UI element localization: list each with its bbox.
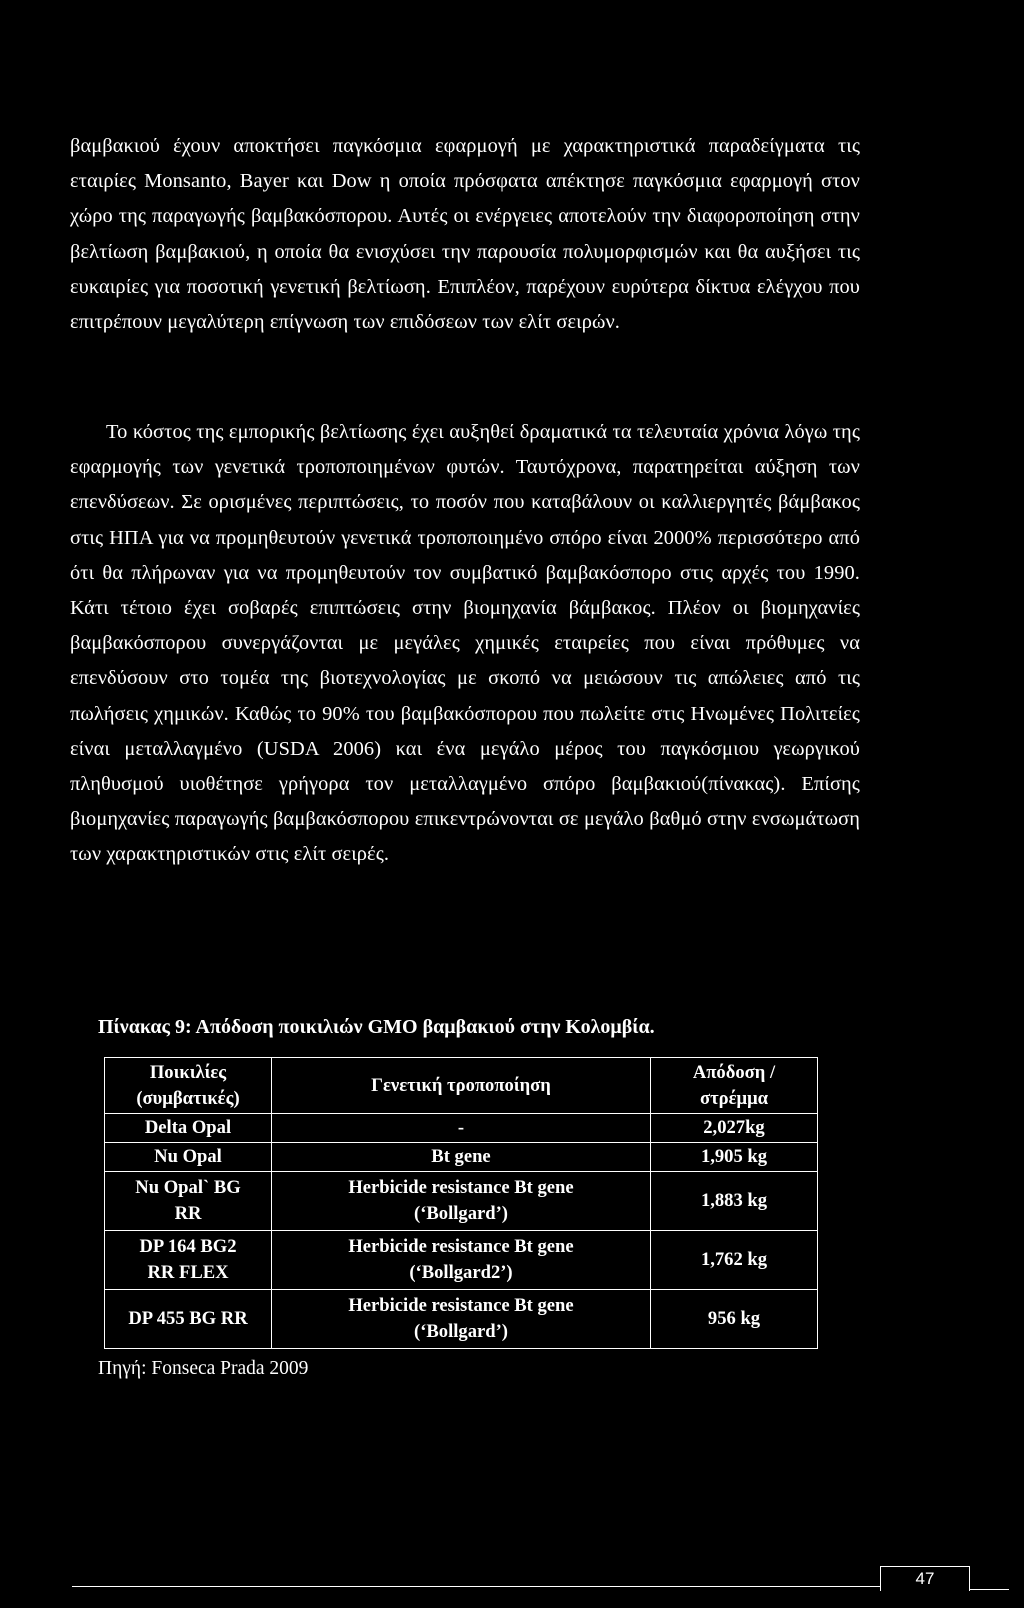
header-yield	[651, 1058, 818, 1114]
modification-cell	[272, 1143, 651, 1172]
page-number: 47	[880, 1566, 970, 1591]
variety-cell	[105, 1114, 272, 1143]
header-yield-line-2: στρέμμα	[699, 1087, 769, 1109]
yield-cell: 1,762 kg	[651, 1231, 818, 1290]
modification-line: Herbicide resistance Bt gene	[348, 1177, 574, 1198]
gmo-yield-table	[104, 1057, 818, 1349]
modification-line: Herbicide resistance Bt gene	[348, 1295, 574, 1316]
variety-cell	[105, 1143, 272, 1172]
variety-line: RR	[174, 1203, 202, 1224]
footer-divider-tail	[969, 1589, 1009, 1590]
header-modification-line-1: Γενετική τροποποίηση	[371, 1074, 551, 1096]
yield-cell: 1,905 kg	[651, 1143, 818, 1172]
table-row	[105, 1143, 818, 1172]
header-yield-line-1: Απόδοση /	[692, 1061, 776, 1083]
variety-line: Nu Opal` BG	[135, 1177, 241, 1198]
table-row	[105, 1231, 818, 1290]
variety-cell	[105, 1290, 272, 1349]
variety-cell	[105, 1231, 272, 1290]
table-source: Πηγή: Fonseca Prada 2009	[98, 1358, 309, 1379]
variety-line: DP 455 BG RR	[128, 1308, 248, 1329]
body-paragraph-2: Το κόστος της εμπορικής βελτίωσης έχει αυξηθεί δραματικά τα τελευταία χρόνια λόγω της εφαρμογής των γενετικά τροποποιημένων φυτών. Ταυτόχρονα, παρατηρείται αύξηση των επενδύσεων. Σε ορισμένες περιπτώσεις, το ποσόν που καταβάλουν οι καλλιεργητές βάμβακος στις ΗΠΑ για να προμηθευτούν γενετικά τροποποιημένο σπόρο είναι 2000% περισσότερο από ότι θα πλήρωναν για να προμηθευτούν τον συμβατικό βαμβακόσπορο στις αρχές του 1990. Κάτι τέτοιο έχει σοβαρές επιπτώσεις στην βιομηχανία βάμβακος. Πλέον οι βιομηχανίες βαμβακόσπορου συνεργάζονται με μεγάλες χημικές εταιρείες που είναι πρόθυμες να επενδύσουν στο τομέα της βιοτεχνολογίας με σκοπό να μειώσουν τις απώλειες από τις πωλήσεις χημικών. Καθώς το 90% του βαμβακόσπορου που πωλείτε στις Ηνωμένες Πολιτείες είναι μεταλλαγμένο (USDA 2006) και ένα μεγάλο μέρος του παγκόσμιου γεωργικού πληθυσμού υιοθέτησε γρήγορα τον μεταλλαγμένο σπόρο βαμβακιού(πίνακας). Επίσης βιομηχανίες παραγωγής βαμβακόσπορου επικεντρώνονται σε μεγάλο βαθμό στην ενσωμάτωση των χαρακτηριστικών στις ελίτ σειρές.	[70, 421, 860, 866]
modification-cell	[272, 1114, 651, 1143]
body-paragraph-1: βαμβακιού έχουν αποκτήσει παγκόσμια εφαρμογή με χαρακτηριστικά παραδείγματα τις εταιρίες Monsanto, Bayer και Dow η οποία πρόσφατα απέκτησε παγκόσμια εφαρμογή στον χώρο της παραγωγής βαμβακόσπορου. Αυτές οι ενέργειες αποτελούν την διαφοροποίηση στην βελτίωση βαμβακιού, η οποία θα ενισχύσει την παρουσία πολυμορφισμών και θα αυξήσει τις ευκαιρίες για ποσοτική γενετική βελτίωση. Επιπλέον, παρέχουν ευρύτερα δίκτυα ελέγχου που επιτρέπουν μεγαλύτερη επίγνωση των επιδόσεων των ελίτ σειρών.	[70, 135, 860, 334]
header-modification	[272, 1058, 651, 1114]
modification-line: (‘Bollgard’)	[414, 1203, 508, 1224]
modification-line: (‘Bollgard2’)	[409, 1262, 513, 1283]
table-caption: Πίνακας 9: Απόδοση ποικιλιών GMO βαμβακιού στην Κολομβία.	[98, 1016, 655, 1038]
modification-cell	[272, 1290, 651, 1349]
modification-cell	[272, 1172, 651, 1231]
modification-cell	[272, 1231, 651, 1290]
modification-line: Bt gene	[431, 1146, 491, 1167]
table-row	[105, 1172, 818, 1231]
modification-line: (‘Bollgard’)	[414, 1321, 508, 1342]
table-row	[105, 1290, 818, 1349]
header-variety-line-1: Ποικιλίες	[149, 1061, 227, 1083]
variety-line: Nu Opal	[154, 1146, 222, 1167]
modification-line: -	[457, 1117, 465, 1138]
variety-line: Delta Opal	[144, 1117, 232, 1138]
variety-cell	[105, 1172, 272, 1231]
variety-line: RR FLEX	[147, 1262, 229, 1283]
table-header-row	[105, 1058, 818, 1114]
header-variety	[105, 1058, 272, 1114]
yield-cell: 2,027kg	[651, 1114, 818, 1143]
header-variety-line-2: (συμβατικές)	[136, 1087, 240, 1109]
variety-line: DP 164 BG2	[139, 1236, 237, 1257]
modification-line: Herbicide resistance Bt gene	[348, 1236, 574, 1257]
table-row	[105, 1114, 818, 1143]
yield-cell: 1,883 kg	[651, 1172, 818, 1231]
yield-cell: 956 kg	[651, 1290, 818, 1349]
footer-divider	[72, 1586, 880, 1587]
